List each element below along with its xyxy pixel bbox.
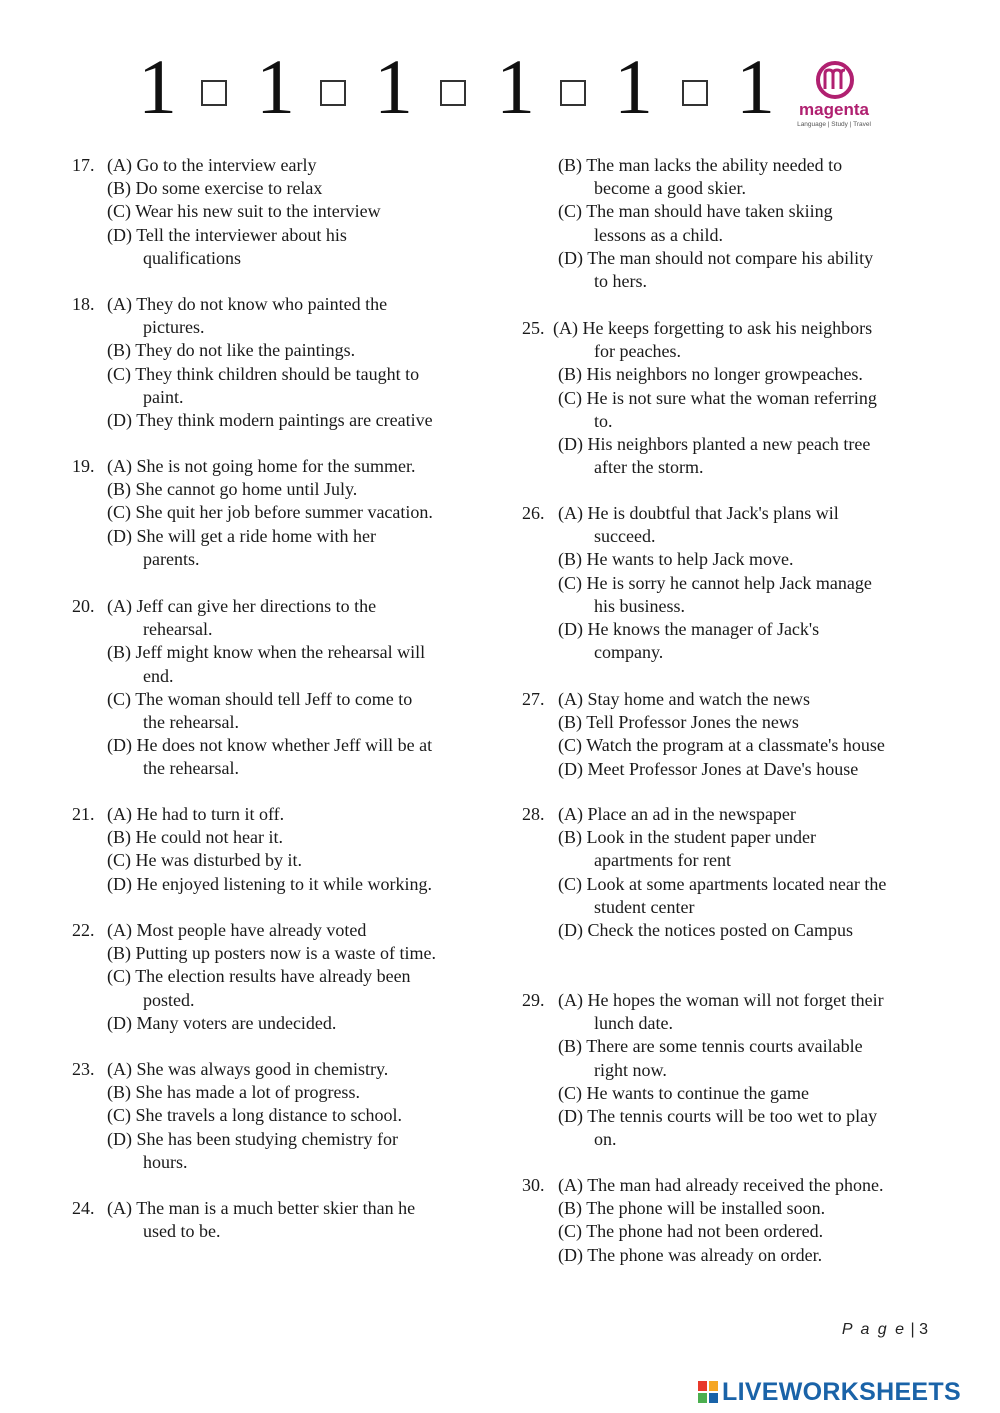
option-d[interactable]: (D) Tell the interviewer about his	[107, 224, 347, 245]
sequence-digit: 1	[374, 43, 413, 130]
liveworksheets-logo-icon	[698, 1381, 718, 1403]
page-number: 3	[919, 1321, 928, 1338]
option-c-continued: the rehearsal.	[143, 712, 239, 732]
option-d[interactable]: (D) Many voters are undecided.	[107, 1012, 337, 1033]
option-d[interactable]: (D) The phone was already on order.	[558, 1244, 823, 1265]
option-d-continued: company.	[594, 642, 664, 663]
option-a-continued: used to be.	[143, 1221, 221, 1242]
option-a[interactable]: (A) Jeff can give her directions to the	[107, 596, 377, 616]
sequence-digit: 1	[614, 43, 653, 130]
sequence-digit: 1	[496, 43, 535, 130]
option-d-continued: the rehearsal.	[143, 758, 239, 779]
option-b[interactable]: (B) They do not like the paintings.	[107, 340, 356, 361]
option-c[interactable]: (C) He was disturbed by it.	[107, 850, 302, 871]
option-c-continued: to.	[594, 410, 613, 431]
option-b[interactable]: (B) Look in the student paper under	[558, 827, 816, 848]
option-d[interactable]: (D) He knows the manager of Jack's	[558, 619, 820, 639]
option-b[interactable]: (B) Do some exercise to relax	[107, 178, 323, 199]
option-a-continued: for peaches.	[594, 341, 681, 362]
option-c[interactable]: (C) She travels a long distance to school.	[107, 1105, 402, 1126]
option-b[interactable]: (B) The man lacks the ability needed to	[558, 155, 843, 175]
option-c-continued: his business.	[594, 595, 686, 616]
option-d[interactable]: (D) She will get a ride home with her	[107, 525, 376, 546]
option-a[interactable]: (A) They do not know who painted the	[107, 294, 388, 314]
sequence-digit: 1	[256, 43, 295, 130]
option-a[interactable]: (A) He had to turn it off.	[107, 804, 285, 824]
option-c[interactable]: (C) She quit her job before summer vacation.	[107, 502, 433, 523]
option-b[interactable]: (B) She cannot go home until July.	[107, 479, 358, 500]
option-d[interactable]: (D) They think modern paintings are creative	[107, 410, 433, 430]
question-number: 26.	[522, 503, 545, 523]
sequence-digit: 1	[138, 43, 177, 130]
sequence-digit: 1	[736, 43, 775, 130]
question-number: 30.	[522, 1175, 545, 1195]
option-b[interactable]: (B) Putting up posters now is a waste of time.	[107, 943, 436, 964]
option-a-continued: rehearsal.	[143, 619, 213, 640]
page-footer	[842, 1321, 928, 1339]
option-a[interactable]: (A) Place an ad in the newspaper	[558, 804, 796, 824]
option-a[interactable]: (A) She was always good in chemistry.	[107, 1059, 389, 1079]
option-d[interactable]: (D) Check the notices posted on Campus	[558, 920, 853, 940]
option-c[interactable]: (C) He is not sure what the woman referring	[558, 387, 877, 408]
question-number: 22.	[72, 920, 95, 940]
option-b[interactable]: (B) The phone will be installed soon.	[558, 1198, 826, 1219]
option-c-continued: posted.	[143, 989, 195, 1010]
option-b-continued: right now.	[594, 1059, 667, 1080]
option-b[interactable]: (B) His neighbors no longer growpeaches.	[558, 364, 863, 385]
brand-name: LIVEWORKSHEETS	[722, 1377, 961, 1406]
option-a[interactable]: (A) He hopes the woman will not forget their	[558, 990, 884, 1010]
option-c[interactable]: (C) The phone had not been ordered.	[558, 1221, 824, 1242]
option-a-continued: lunch date.	[594, 1013, 673, 1034]
option-c-continued: paint.	[143, 386, 184, 407]
question-number: 18.	[72, 294, 95, 314]
option-b-continued: apartments for rent	[594, 850, 731, 871]
option-c[interactable]: (C) The man should have taken skiing	[558, 201, 833, 222]
question-number: 29.	[522, 990, 545, 1010]
sequence-blank-box[interactable]	[440, 80, 466, 106]
question-number: 21.	[72, 804, 95, 824]
option-c[interactable]: (C) Wear his new suit to the interview	[107, 201, 381, 222]
option-a[interactable]: (A) He keeps forgetting to ask his neighbors	[553, 318, 873, 338]
option-c[interactable]: (C) Watch the program at a classmate's house	[558, 735, 885, 756]
option-c[interactable]: (C) The election results have already been	[107, 966, 411, 987]
option-b[interactable]: (B) Jeff might know when the rehearsal will	[107, 642, 426, 663]
option-d-continued: hours.	[143, 1151, 188, 1172]
option-d-continued: parents.	[143, 548, 200, 569]
sequence-blank-box[interactable]	[201, 80, 227, 106]
option-a[interactable]: (A) Stay home and watch the news	[558, 689, 810, 709]
option-a[interactable]: (A) She is not going home for the summer.	[107, 456, 416, 476]
option-c-continued: lessons as a child.	[594, 224, 723, 245]
option-c[interactable]: (C) He wants to continue the game	[558, 1082, 809, 1103]
sequence-blank-box[interactable]	[560, 80, 586, 106]
question-number: 19.	[72, 456, 95, 476]
option-c[interactable]: (C) They think children should be taught to	[107, 363, 420, 384]
option-a[interactable]: (A) The man had already received the phone.	[558, 1175, 884, 1195]
option-b-continued: end.	[143, 665, 174, 686]
option-b[interactable]: (B) He wants to help Jack move.	[558, 549, 794, 570]
question-number: 25.	[522, 318, 545, 338]
liveworksheets-watermark[interactable]	[698, 1378, 961, 1406]
option-d[interactable]: (D) He does not know whether Jeff will be at	[107, 735, 433, 756]
option-c-continued: student center	[594, 896, 695, 917]
option-b[interactable]: (B) She has made a lot of progress.	[107, 1082, 360, 1103]
option-c[interactable]: (C) Look at some apartments located near the	[558, 873, 887, 894]
option-a-continued: succeed.	[594, 526, 656, 547]
option-a[interactable]: (A) The man is a much better skier than he	[107, 1198, 416, 1218]
option-d[interactable]: (D) The man should not compare his ability	[558, 247, 874, 268]
question-number: 27.	[522, 689, 545, 709]
option-c[interactable]: (C) The woman should tell Jeff to come to	[107, 688, 413, 709]
question-number: 17.	[72, 155, 95, 175]
option-b-continued: become a good skier.	[594, 178, 746, 199]
option-d[interactable]: (D) Meet Professor Jones at Dave's house	[558, 758, 859, 779]
option-b[interactable]: (B) Tell Professor Jones the news	[558, 712, 799, 733]
logo-tagline: Language | Study | Travel	[797, 121, 871, 128]
option-a[interactable]: (A) Most people have already voted	[107, 920, 367, 940]
option-a[interactable]: (A) Go to the interview early	[107, 155, 317, 175]
option-a[interactable]: (A) He is doubtful that Jack's plans wil	[558, 503, 839, 523]
option-a-continued: pictures.	[143, 317, 205, 338]
page-label: P a g e	[841, 1321, 907, 1338]
option-d-continued: on.	[594, 1129, 617, 1150]
question-number: 24.	[72, 1198, 95, 1218]
option-b[interactable]: (B) There are some tennis courts available	[558, 1036, 863, 1057]
logo-name: magenta	[799, 100, 869, 119]
option-d-continued: qualifications	[143, 247, 241, 268]
question-number: 23.	[72, 1059, 95, 1079]
option-d[interactable]: (D) She has been studying chemistry for	[107, 1128, 398, 1149]
page-separator: |	[910, 1321, 915, 1338]
option-d[interactable]: (D) His neighbors planted a new peach tree	[558, 434, 871, 454]
sequence-blank-box[interactable]	[682, 80, 708, 106]
option-d[interactable]: (D) He enjoyed listening to it while working.	[107, 873, 432, 894]
question-number: 28.	[522, 804, 545, 824]
option-b[interactable]: (B) He could not hear it.	[107, 827, 283, 848]
question-number: 20.	[72, 596, 95, 616]
option-d-continued: to hers.	[594, 271, 647, 291]
option-d[interactable]: (D) The tennis courts will be too wet to play	[558, 1106, 878, 1126]
option-c[interactable]: (C) He is sorry he cannot help Jack manage	[558, 572, 872, 593]
option-d-continued: after the storm.	[594, 457, 704, 478]
sequence-blank-box[interactable]	[320, 80, 346, 106]
